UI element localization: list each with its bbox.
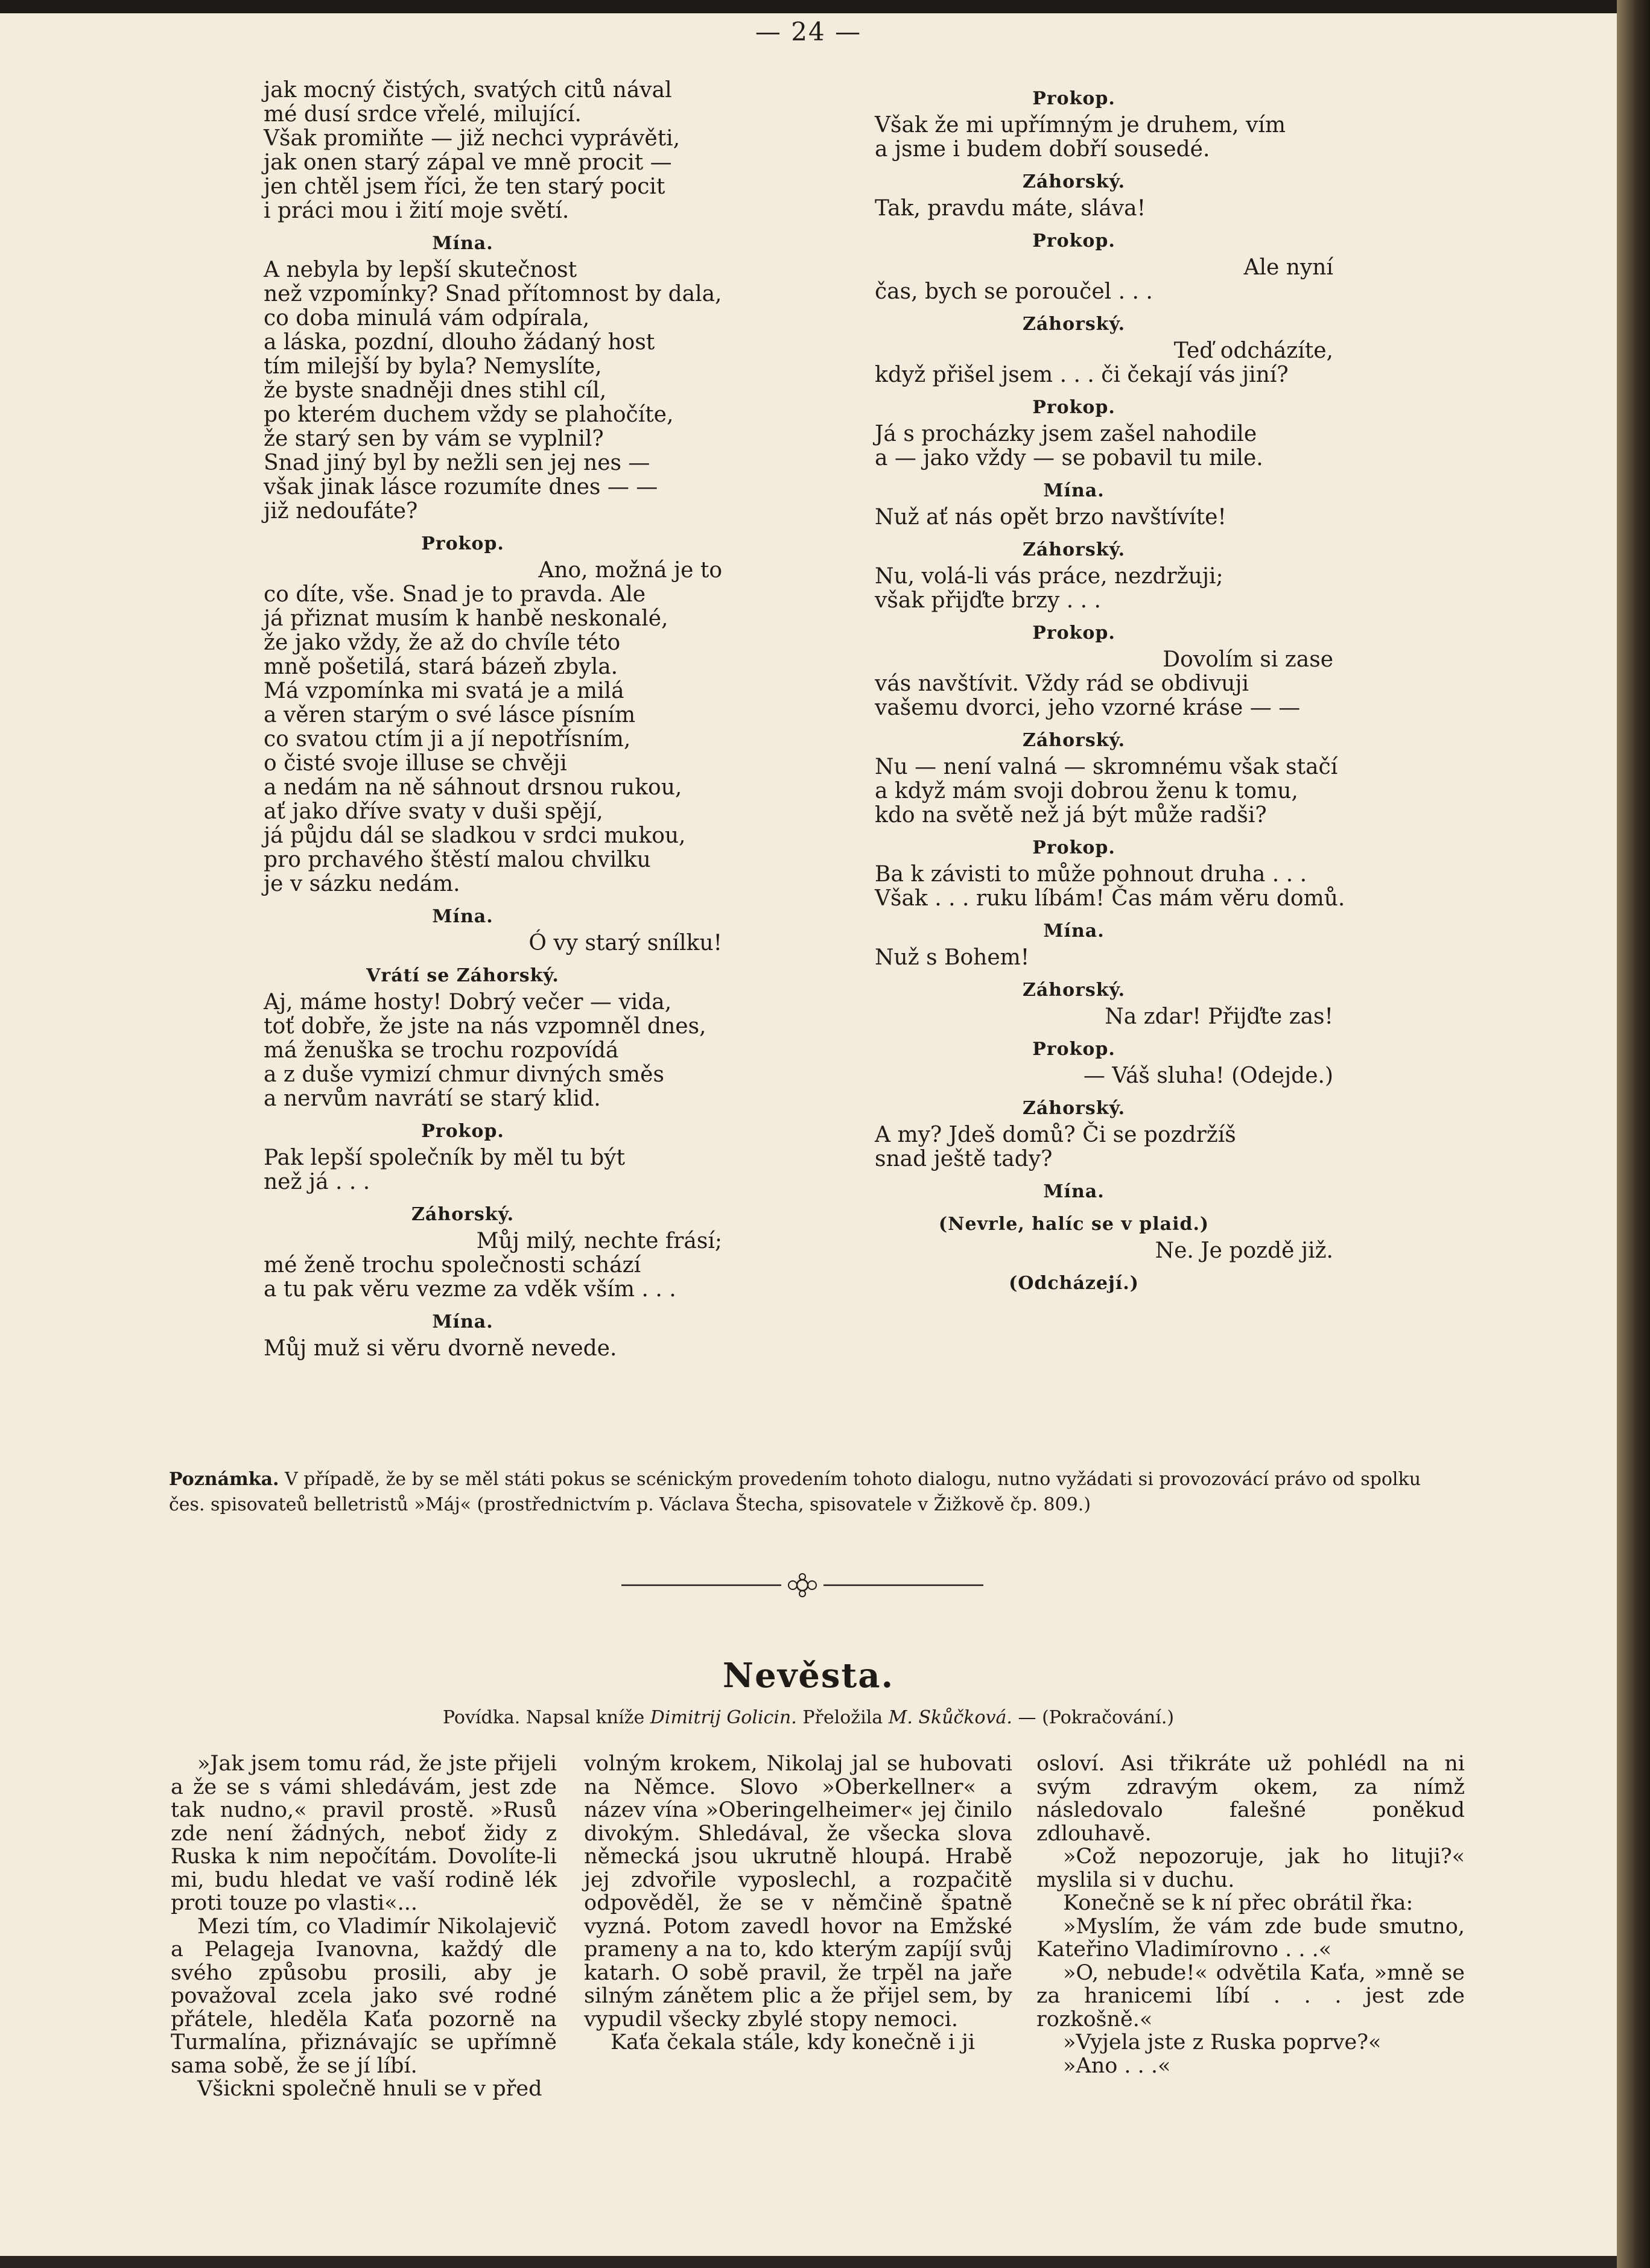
verse-line: já půjdu dál se sladkou v srdci mukou, bbox=[264, 823, 686, 848]
verse-line: co doba minulá vám odpírala, bbox=[264, 306, 590, 331]
speaker-name: (Odcházejí.) bbox=[1009, 1273, 1139, 1294]
verse-line: Ano, možná je to bbox=[538, 558, 722, 583]
verse-line: Ó vy starý snílku! bbox=[528, 931, 722, 955]
story-paragraph: Všickni společně hnuli se v před bbox=[197, 2077, 542, 2101]
verse-line: a věren starým o své lásce písním bbox=[264, 703, 636, 727]
speaker-name: Záhorský. bbox=[1022, 1098, 1126, 1119]
verse-line: Na zdar! Přijďte zas! bbox=[1105, 1004, 1333, 1029]
verse-line: snad ještě tady? bbox=[875, 1147, 1053, 1171]
verse-line: jen chtěl jsem říci, že ten starý pocit bbox=[264, 174, 665, 199]
footnote-heading: Poznámka. bbox=[169, 1469, 279, 1490]
verse-line: však jinak lásce rozumíte dnes — — bbox=[264, 475, 658, 499]
speaker-name: Mína. bbox=[432, 1311, 493, 1332]
verse-line: Dovolím si zase bbox=[1163, 647, 1333, 672]
speaker-name: Záhorský. bbox=[1022, 980, 1126, 1001]
story-paragraph: »O, nebude!« odvětila Kaťa, »mně se za hranicemi líbí . . . jest zde rozkošně.« bbox=[1036, 1960, 1465, 2032]
story-translator: M. Skůčková. bbox=[888, 1707, 1012, 1728]
verse-line: Můj muž si věru dvorně nevede. bbox=[264, 1336, 617, 1361]
speaker-name: Mína. bbox=[432, 906, 493, 927]
speaker-name: Záhorský. bbox=[1022, 314, 1126, 335]
verse-line: Ba k závisti to může pohnout druha . . . bbox=[875, 862, 1307, 887]
page-number: — 24 — bbox=[755, 17, 862, 46]
subtitle-prefix: Povídka. Napsal kníže bbox=[442, 1707, 645, 1728]
verse-line: a láska, pozdní, dlouho žádaný host bbox=[264, 330, 655, 355]
speaker-name: Mína. bbox=[432, 233, 493, 254]
verse-line: o čisté svoje illuse se chvěji bbox=[264, 751, 567, 776]
story-paragraph: »Ano . . .« bbox=[1063, 2053, 1171, 2078]
dialogue-right-column bbox=[875, 78, 1357, 1298]
verse-line: po kterém duchem vždy se plahočíte, bbox=[264, 402, 674, 427]
story-column-3 bbox=[1036, 1752, 1465, 2077]
verse-line: čas, bych se poroučel . . . bbox=[875, 279, 1153, 304]
verse-line: mé dusí srdce vřelé, milující. bbox=[264, 102, 582, 127]
verse-line: když přišel jsem . . . či čekají vás jiní? bbox=[875, 363, 1289, 387]
verse-line: vašemu dvorci, jeho vzorné kráse — — bbox=[875, 695, 1301, 720]
speaker-name: Mína. bbox=[1043, 480, 1105, 501]
story-paragraph: Kaťa čekala stále, kdy konečně i ji bbox=[611, 2030, 976, 2054]
speaker-name: Mína. bbox=[1043, 920, 1105, 942]
story-title: Nevěsta. bbox=[722, 1656, 895, 1696]
verse-line: a nervům navrátí se starý klid. bbox=[264, 1086, 601, 1111]
speaker-name: Záhorský. bbox=[1022, 171, 1126, 192]
verse-line: Má vzpomínka mi svatá je a milá bbox=[264, 679, 624, 703]
speaker-name: Prokop. bbox=[421, 533, 504, 554]
story-column-1 bbox=[171, 1752, 557, 2101]
verse-line: že starý sen by vám se vyplnil? bbox=[264, 426, 604, 451]
verse-line: Snad jiný byl by nežli sen jej nes — bbox=[264, 451, 650, 475]
verse-line: a tu pak věru vezme za vděk vším . . . bbox=[264, 1277, 676, 1302]
verse-line: jak onen starý zápal ve mně procit — bbox=[264, 150, 672, 175]
speaker-name: Prokop. bbox=[1032, 622, 1115, 644]
verse-line: pro prchavého štěstí malou chvilku bbox=[264, 847, 651, 872]
speaker-name: Vrátí se Záhorský. bbox=[366, 965, 559, 986]
story-subtitle bbox=[0, 1707, 1617, 1728]
verse-line: Ale nyní bbox=[1243, 255, 1333, 280]
verse-line: že byste snadněji dnes stihl cíl, bbox=[264, 378, 607, 403]
story-author: Dimitrij Golicin. bbox=[650, 1707, 797, 1728]
verse-line: Můj milý, nechte frásí; bbox=[476, 1229, 722, 1253]
verse-line: jak mocný čistých, svatých citů nával bbox=[264, 78, 672, 103]
verse-line: Nu, volá-li vás práce, nezdržuji; bbox=[875, 564, 1223, 589]
speaker-name: Prokop. bbox=[421, 1121, 504, 1142]
footnote-text: V případě, že by se měl státi pokus se scénickým provedením tohoto dialogu, nutno vyžádati si provozovácí právo od spolku čes. spisovateů belletristů »Máj« (prostřednictvím p. Václava Štecha, spisovatele v Žižkově čp. 809.) bbox=[169, 1469, 1421, 1515]
verse-line: již nedoufáte? bbox=[264, 499, 418, 524]
verse-line: Však promiňte — již nechci vyprávěti, bbox=[264, 126, 681, 151]
verse-line: A nebyla by lepší skutečnost bbox=[264, 258, 577, 282]
story-paragraph: osloví. Asi třikráte už pohlédl na ni svým zdravým okem, za nímž následovalo falešné poněkud zdlouhavě. bbox=[1036, 1752, 1465, 1846]
verse-line: je v sázku nedám. bbox=[264, 872, 460, 896]
verse-line: Pak lepší společník by měl tu být bbox=[264, 1145, 625, 1170]
verse-line: má ženuška se trochu rozpovídá bbox=[264, 1038, 619, 1063]
verse-line: i práci mou i žití moje světí. bbox=[264, 198, 570, 223]
verse-line: Ne. Je pozdě již. bbox=[1155, 1238, 1333, 1263]
verse-line: a z duše vymizí chmur divných směs bbox=[264, 1062, 664, 1087]
verse-line: Však že mi upřímným je druhem, vím bbox=[875, 113, 1286, 138]
verse-line: a — jako vždy — se pobavil tu mile. bbox=[875, 446, 1263, 470]
verse-line: ať jako dříve svaty v duši spějí, bbox=[264, 799, 603, 824]
verse-line: Nuž ať nás opět brzo navštívíte! bbox=[875, 505, 1226, 530]
story-paragraph: Konečně se k ní přec obrátil řka: bbox=[1063, 1891, 1414, 1915]
verse-line: toť dobře, že jste na nás vzpomněl dnes, bbox=[264, 1014, 706, 1039]
verse-line: Nu — není valná — skromnému však stačí bbox=[875, 755, 1338, 779]
story-column-2 bbox=[584, 1752, 1012, 2054]
verse-line: Aj, máme hosty! Dobrý večer — vida, bbox=[264, 990, 672, 1015]
speaker-name: Záhorský. bbox=[1022, 539, 1126, 560]
translator-prefix: Přeložila bbox=[802, 1707, 883, 1728]
verse-line: mé ženě trochu společnosti schází bbox=[264, 1253, 641, 1278]
verse-line: — Váš sluha! (Odejde.) bbox=[1083, 1063, 1333, 1088]
story-paragraph: »Myslím, že vám zde bude smutno, Kateřino Vladimírovno . . .« bbox=[1036, 1914, 1465, 1962]
speaker-name: Prokop. bbox=[1032, 397, 1115, 418]
verse-line: a nedám na ně sáhnout drsnou rukou, bbox=[264, 775, 682, 800]
speaker-name: Prokop. bbox=[1032, 88, 1115, 109]
verse-line: Tak, pravdu máte, sláva! bbox=[875, 196, 1146, 221]
top-band bbox=[0, 0, 1617, 13]
speaker-name: (Nevrle, halíc se v plaid.) bbox=[938, 1214, 1210, 1235]
verse-line: a když mám svoji dobrou ženu k tomu, bbox=[875, 779, 1298, 803]
verse-line: co svatou ctím ji a jí nepotřísním, bbox=[264, 727, 631, 752]
story-paragraph: »Což nepozoruje, jak ho lituji?« myslila si v duchu. bbox=[1036, 1845, 1465, 1892]
speaker-name: Záhorský. bbox=[411, 1204, 515, 1225]
verse-line: Teď odcházíte, bbox=[1173, 338, 1333, 363]
verse-line: já přiznat musím k hanbě neskonalé, bbox=[264, 606, 668, 631]
verse-line: mně pošetilá, stará bázeň zbyla. bbox=[264, 654, 618, 679]
verse-line: Však . . . ruku líbám! Čas mám věru domů. bbox=[875, 886, 1345, 911]
speaker-name: Záhorský. bbox=[1022, 730, 1126, 751]
speaker-name: Prokop. bbox=[1032, 230, 1115, 252]
story-paragraph: »Vyjela jste z Ruska poprve?« bbox=[1063, 2030, 1382, 2054]
verse-line: že jako vždy, že až do chvíle této bbox=[264, 630, 621, 655]
verse-line: Já s procházky jsem zašel nahodile bbox=[875, 422, 1257, 446]
verse-line: tím milejší by byla? Nemyslíte, bbox=[264, 354, 602, 379]
speaker-name: Mína. bbox=[1043, 1181, 1105, 1202]
story-paragraph: Mezi tím, co Vladimír Nikolajevič a Pelageja Ivanovna, každý dle svého způsobu prosili, aby je považoval zcela jako své rodné přátele, hleděla Kaťa pozorně na Turmalína, přiznávajíc se upřímně sama sobě, že se jí líbí. bbox=[171, 1914, 557, 2078]
book-spine-edge bbox=[1617, 0, 1650, 2268]
story-paragraph: volným krokem, Nikolaj jal se hubovati na Němce. Slovo »Oberkellner« a název vína »Oberingelheimer« jej činilo divokým. Shledával, že všecka slova německá jsou ukrutně hloupá. Hrabě jej zdvořile vyposlechl, a rozpačitě odpověděl, že se v němčině špatně vyzná. Potom zavedl hovor na Emžské prameny a na to, kdo kterým zapíjí svůj katarh. O sobě pravil, že trpěl na jaře silným zánětem plic a že přijel sem, by vypudil všecky zbylé stopy nemoci. bbox=[584, 1752, 1012, 2032]
story-paragraph: »Jak jsem tomu rád, že jste přijeli a že se s vámi shledávám, jest zde tak nudno,« pravil prostě. »Rusů zde není žádných, neboť židy z Ruska k nim nepočítám. Dovolíte-li mi, budu hledat ve vaší rodině lék proti touze po vlasti«... bbox=[171, 1752, 557, 1915]
verse-line: kdo na světě než já být může radši? bbox=[875, 803, 1267, 828]
footnote bbox=[169, 1467, 1448, 1518]
verse-line: než vzpomínky? Snad přítomnost by dala, bbox=[264, 282, 722, 306]
verse-line: však přijďte brzy . . . bbox=[875, 588, 1101, 613]
verse-line: vás navštívit. Vždy rád se obdivuji bbox=[875, 671, 1249, 696]
subtitle-suffix: — (Pokračování.) bbox=[1018, 1707, 1175, 1728]
speaker-name: Prokop. bbox=[1032, 1039, 1115, 1060]
dialogue-left-column bbox=[264, 78, 746, 1361]
verse-line: co díte, vše. Snad je to pravda. Ale bbox=[264, 582, 646, 607]
ornament-divider bbox=[621, 1573, 983, 1597]
speaker-name: Prokop. bbox=[1032, 837, 1115, 858]
verse-line: Nuž s Bohem! bbox=[875, 945, 1030, 970]
verse-line: než já . . . bbox=[264, 1170, 370, 1194]
verse-line: a jsme i budem dobří sousedé. bbox=[875, 137, 1210, 162]
verse-line: A my? Jdeš domů? Či se pozdržíš bbox=[875, 1123, 1236, 1147]
